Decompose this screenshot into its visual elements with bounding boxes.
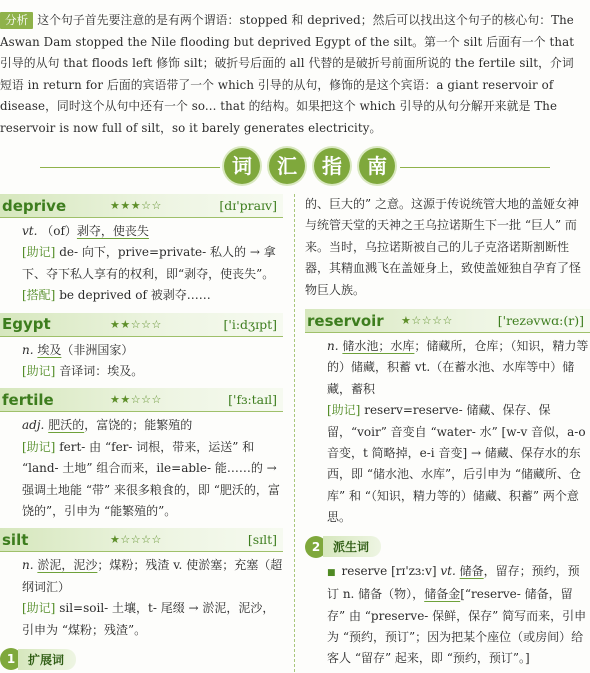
vocabulary-guide-banner bbox=[0, 148, 590, 188]
banner-rule-left bbox=[40, 167, 220, 168]
part-of-speech: n. bbox=[22, 342, 34, 357]
derived-word: reserve bbox=[341, 563, 388, 578]
collocation bbox=[0, 285, 283, 306]
entry-reservoir bbox=[305, 309, 590, 529]
left-column bbox=[0, 194, 283, 673]
part-of-speech: n. bbox=[327, 339, 339, 354]
difficulty-stars: ★★☆☆☆ bbox=[110, 317, 162, 331]
memo-tag: [助记] bbox=[22, 245, 56, 260]
derived-phonetic: [rɪ'zɜ:v] bbox=[391, 563, 437, 578]
word-header bbox=[0, 194, 283, 218]
banner-rule-right bbox=[400, 167, 550, 168]
definition bbox=[305, 333, 590, 400]
entry-silt bbox=[0, 528, 283, 641]
analysis-tag: 分析 bbox=[0, 12, 33, 29]
collocation-text: be deprived of 被剥夺…… bbox=[59, 288, 211, 303]
definition-suffix: ，富饶的；能繁殖的 bbox=[84, 418, 193, 433]
banner-char: 指 bbox=[314, 148, 350, 184]
definition-suffix: ；储藏所，仓库；（知识，精力等的）储藏，积蓄 vt.（在蓄水池、水库等中）储藏，蓄积 bbox=[327, 339, 589, 396]
memo bbox=[305, 400, 590, 528]
headword: deprive bbox=[2, 196, 67, 215]
memo bbox=[0, 242, 283, 285]
definition-highlight: 剥夺，使丧失 bbox=[76, 224, 149, 238]
part-of-speech: vt. bbox=[22, 224, 38, 238]
entry-fertile bbox=[0, 388, 283, 522]
bullet-icon: ■ bbox=[327, 567, 336, 578]
entry-egypt bbox=[0, 313, 283, 383]
banner-char: 汇 bbox=[269, 148, 305, 184]
memo-text: reserv=reserve- 储藏、保存、保留，“voir” 音变自 “water- 水” [w-v 音似，a-o 音变，t 简略掉，e-i 音变] → 储藏、保存水的东西，即 “储水池、水库”，后引申为 “储藏所、仓库” 和 “（知识，精力等的）储藏、积蓄” 两个意思。 bbox=[327, 403, 586, 525]
part-of-speech: n. bbox=[22, 558, 34, 573]
memo-tag: [助记] bbox=[22, 601, 56, 616]
difficulty-stars: ★★★☆☆ bbox=[110, 199, 162, 212]
memo bbox=[0, 361, 283, 382]
phonetic: [dɪ'praɪv] bbox=[219, 198, 277, 213]
memo-tag: [助记] bbox=[22, 364, 56, 379]
section-label: 派生词 bbox=[323, 536, 381, 557]
memo-text: fert- 由 “fer- 词根，带来，运送” 和 “land- 土地” 组合而来，ile=able- 能……的 → 强调土地能 “带” 来很多粮食的，即 “肥沃的，富饶的”，引申为 “能繁殖的”。 bbox=[22, 439, 280, 519]
definition-highlight: 储水池；水库 bbox=[342, 339, 415, 354]
analysis-text: 这个句子首先要注意的是有两个谓语：stopped 和 deprived；然后可以找出这个句子的核心句：The Aswan Dam stopped the Nile flooding but deprived Egypt of the silt。第一个 silt 后面有一个 that 引导的从句 that floods left 修饰 silt；破折号后面的 all 代替的是破折号前面所说的 the fertile silt，介词短语 in return for 后面的宾语带了一个 which 引导的从句，修饰的是这个宾语：a giant reservoir of disease，同时这个从句中还有一个 so... that 的结构。如果把这个 which 引导的从句分解开来就是 The reservoir is now full of silt，so it barely generates electricity。 bbox=[0, 13, 575, 135]
difficulty-stars: ★☆☆☆☆ bbox=[401, 314, 453, 328]
definition bbox=[0, 552, 283, 598]
section-header-extended-words bbox=[0, 645, 283, 673]
right-column bbox=[305, 194, 590, 670]
analysis-paragraph bbox=[0, 10, 582, 140]
entry-deprive bbox=[0, 194, 283, 307]
section-number: 1 bbox=[0, 648, 22, 670]
headword: fertile bbox=[2, 390, 54, 409]
definition-highlight: 淤泥，泥沙 bbox=[37, 558, 98, 573]
memo bbox=[0, 598, 283, 641]
memo-text: sil=soil- 土壤，t- 尾缀 → 淤泥，泥沙，引申为 “煤粉；残渣”。 bbox=[22, 601, 275, 637]
phonetic: ['fɜ:taɪl] bbox=[228, 392, 277, 408]
definition-highlight: 储备 bbox=[459, 563, 484, 578]
difficulty-stars: ★☆☆☆☆ bbox=[110, 533, 162, 547]
memo-text: 音译词：埃及。 bbox=[59, 364, 144, 379]
definition-highlight: 储备金 bbox=[424, 587, 461, 602]
definition bbox=[0, 412, 283, 436]
definition-highlight: 肥沃的 bbox=[48, 418, 85, 433]
memo bbox=[0, 437, 283, 523]
definition-suffix: ；煤粉；残渣 v. 使淤塞；充塞（超纲词汇） bbox=[22, 558, 283, 594]
derived-entry-reserve bbox=[305, 561, 590, 670]
phonetic: ['rezəvwɑ:(r)] bbox=[497, 313, 584, 329]
headword: silt bbox=[2, 530, 29, 549]
word-header bbox=[0, 313, 283, 337]
definition-prefix: （of） bbox=[41, 224, 77, 238]
word-header bbox=[305, 309, 590, 333]
memo-tag: [助记] bbox=[22, 439, 56, 454]
headword: Egypt bbox=[2, 315, 51, 334]
difficulty-stars: ★★☆☆☆ bbox=[110, 393, 162, 407]
section-label: 扩展词 bbox=[18, 649, 76, 670]
derived-text: [“reserve- 储备，留存” 由 “preserve- 保鲜，保存” 简写而来，引申为 “预约，预订”；因为把某个座位（或房间）给客人 “留存” 起来，即 “预约，预订”。] bbox=[327, 587, 587, 666]
word-header bbox=[0, 528, 283, 552]
column-divider bbox=[294, 194, 295, 672]
phonetic: [sɪlt] bbox=[247, 532, 277, 548]
part-of-speech: adj. bbox=[22, 418, 45, 433]
banner-char: 词 bbox=[224, 148, 260, 184]
derived-text: ，留存；预约，预订 n. 储备（物）， bbox=[327, 563, 580, 602]
memo-text: de- 向下，prive=private- 私人的 → 拿下、夺下私人享有的权利，即“剥夺，使丧失”。 bbox=[22, 245, 276, 281]
word-header bbox=[0, 388, 283, 412]
banner-char: 南 bbox=[359, 148, 395, 184]
phonetic: ['i:dʒɪpt] bbox=[223, 316, 277, 332]
definition-highlight: 埃及 bbox=[37, 342, 62, 357]
definition-suffix: （非洲国家） bbox=[61, 342, 134, 357]
section-header-derived-words bbox=[305, 533, 590, 561]
continuation-paragraph: 的、巨大的” 之意。这源于传说统管大地的盖娅女神与统管天堂的天神之王乌拉诺斯生下一批 “巨人” 而来。当时，乌拉诺斯被自己的儿子克洛诺斯割断性器，其精血溅飞在盖娅身上，致使盖娅独自孕育了怪物巨人族。 bbox=[305, 197, 582, 297]
section-number: 2 bbox=[305, 536, 327, 558]
part-of-speech: vt. bbox=[440, 563, 456, 578]
definition bbox=[0, 337, 283, 361]
collocation-tag: [搭配] bbox=[22, 288, 56, 303]
memo-tag: [助记] bbox=[327, 403, 361, 418]
headword: reservoir bbox=[307, 311, 384, 330]
definition bbox=[0, 218, 283, 242]
